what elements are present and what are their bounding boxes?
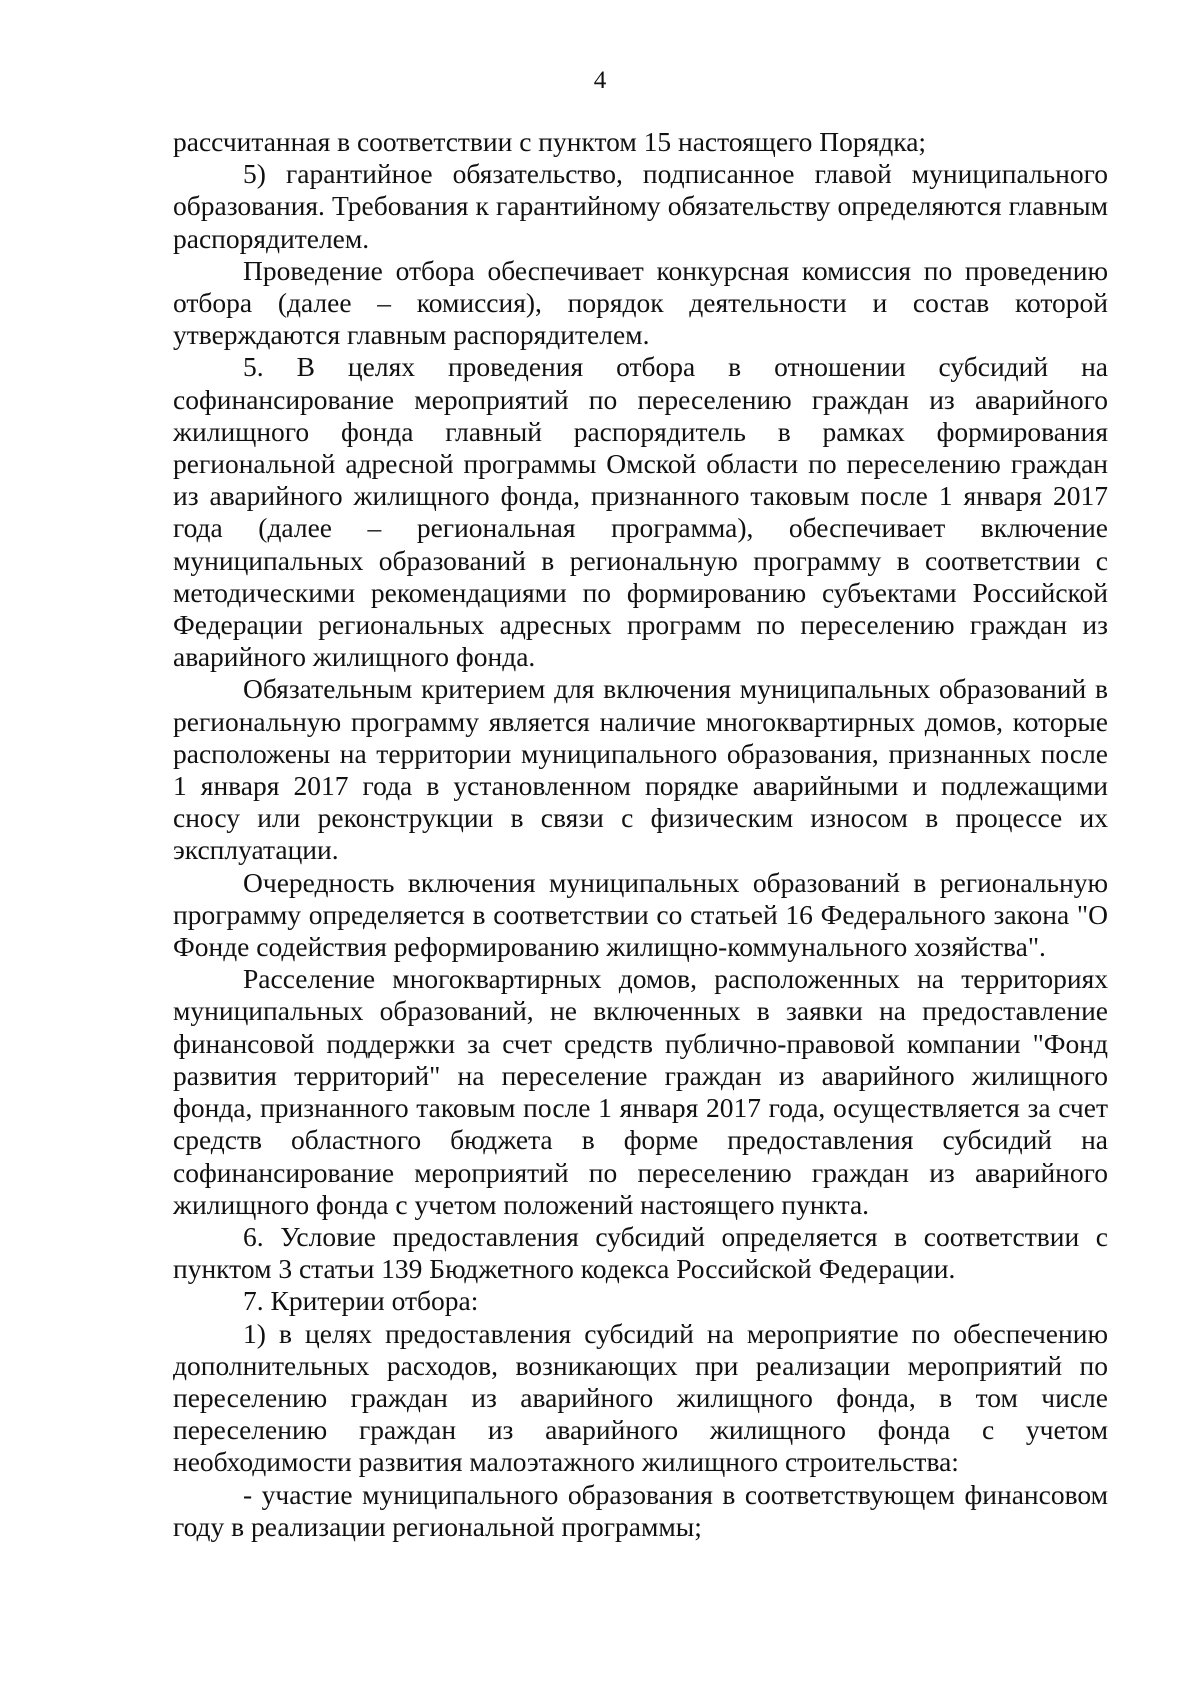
paragraph-clause-5: 5. В целях проведения отбора в отношении субсидий на софинансирование мероприятий по переселению граждан из аварийного жилищного фонда главный распорядитель в рамках формирования региональной адресной программы Омской области по переселению граждан из аварийного жилищного фонда, признанного таковым после 1 января 2017 года (далее – региональная программа), обеспечивает включение муниципальных образований в региональную программу в соответствии с методическими рекомендациями по формированию субъектами Российской Федерации региональных адресных программ по переселению граждан из аварийного жилищного фонда. (173, 351, 1108, 673)
paragraph-resettlement: Расселение многоквартирных домов, расположенных на территориях муниципальных образований, не включенных в заявки на предоставление финансовой поддержки за счет средств публично-правовой компании "Фонд развития территорий" на переселение граждан из аварийного жилищного фонда, признанного таковым после 1 января 2017 года, осуществляется за счет средств областного бюджета в форме предоставления субсидий на софинансирование мероприятий по переселению граждан из аварийного жилищного фонда с учетом положений настоящего пункта. (173, 963, 1108, 1220)
paragraph-continuation: рассчитанная в соответствии с пунктом 15 настоящего Порядка; (173, 126, 927, 157)
paragraph-inclusion-order: Очередность включения муниципальных образований в региональную программу определяется в соответствии со статьей 16 Федерального закона "О Фонде содействия реформированию жилищно-коммунального хозяйства". (173, 866, 1108, 963)
paragraph-item-5-guarantee: 5) гарантийное обязательство, подписанное главой муниципального образования. Требования к гарантийному обязательству определяются главным распорядителем. (173, 158, 1108, 254)
paragraph-clause-7-heading: 7. Критерии отбора: (243, 1285, 479, 1317)
paragraph-criterion-1: 1) в целях предоставления субсидий на мероприятие по обеспечению дополнительных расходов, возникающих при реализации мероприятий по переселению граждан из аварийного жилищного фонда, в том числе переселению граждан из аварийного жилищного фонда с учетом необходимости развития малоэтажного жилищного строительства: (173, 1317, 1108, 1478)
page-number: 4 (593, 67, 607, 94)
paragraph-criterion-1-dash-item: - участие муниципального образования в соответствующем финансовом году в реализации региональной программы; (173, 1478, 1108, 1542)
paragraph-clause-6: 6. Условие предоставления субсидий определяется в соответствии с пунктом 3 статьи 139 Бюджетного кодекса Российской Федерации. (173, 1220, 1108, 1285)
paragraph-commission: Проведение отбора обеспечивает конкурсная комиссия по проведению отбора (далее – комиссия), порядок деятельности и состав которой утверждаются главным распорядителем. (173, 254, 1108, 351)
paragraph-mandatory-criterion: Обязательным критерием для включения муниципальных образований в региональную программу является наличие многоквартирных домов, которые расположены на территории муниципального образования, признанных после 1 января 2017 года в установленном порядке аварийными и подлежащими сносу или реконструкции в связи с физическим износом в процессе их эксплуатации. (173, 673, 1108, 866)
document-body (173, 126, 1108, 1543)
